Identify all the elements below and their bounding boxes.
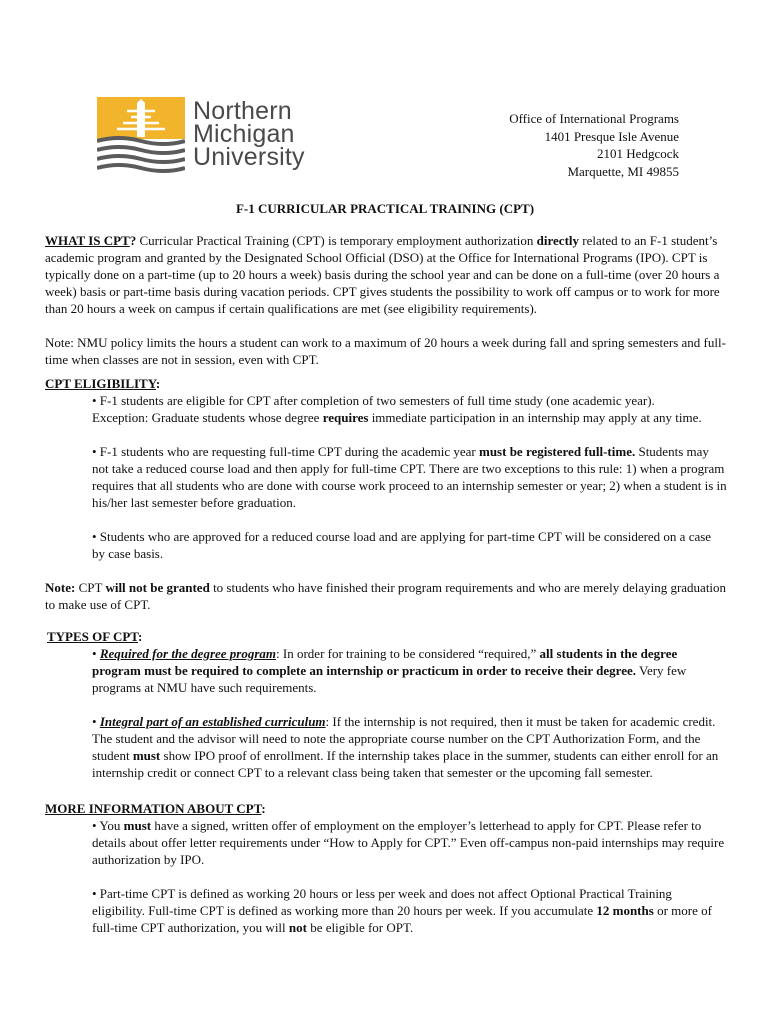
- what-is-cpt-text-2: related to an F-1 student’s academic program and granted by the Designated School Official (DSO) at the Office for International Programs (IPO). CPT is typically done on a part-time (up to 20 hours a week) basis during the school year and can be done on a full-time (over 20 hours a week) basis or part-time basis during vacation periods. CPT gives students the possibility to work off campus or to work for more than 20 hours a week on campus if certain qualifications are met (see eligibility requirements).: [45, 233, 720, 316]
- exception-text-1: Exception: Graduate students whose degree: [92, 410, 323, 425]
- item2-text-2: Students may not take a reduced course load and then apply for full-time CPT. There are two exceptions to this rule: 1) when a program requires that all students who are done with course work proceed to an internship semester or year; 2) when a student is in his/her last semester before graduation.: [92, 444, 727, 510]
- types-item-1-label: Required for the degree program: [99, 646, 277, 661]
- more-info-heading: MORE INFORMATION ABOUT CPT: [45, 801, 262, 816]
- logo-line-2: Michigan: [193, 120, 295, 148]
- more-item-1-bold: must: [123, 818, 152, 833]
- more-item-2-bold-2: not: [288, 920, 307, 935]
- note-bold: will not be granted: [105, 580, 210, 595]
- eligibility-item-3: • Students who are approved for a reduced course load and are applying for part-time CPT will be considered on a case by case basis.: [92, 529, 712, 561]
- what-is-cpt-q: ?: [129, 233, 137, 248]
- eligibility-item-1: • F-1 students are eligible for CPT after completion of two semesters of full time study (one academic year).: [92, 393, 655, 408]
- types-item-1-bold: all students in the degree program must be required to complete an internship or practicum in order to receive their degree.: [92, 646, 678, 678]
- eligibility-colon: :: [155, 376, 161, 391]
- types-item-1-text-1: : In order for training to be considered “required,”: [276, 646, 540, 661]
- note-label: Note:: [45, 580, 76, 595]
- address-line-3: 2101 Hedgcock: [597, 146, 679, 161]
- what-is-cpt-bold: directly: [536, 233, 580, 248]
- types-item-1-bullet: •: [92, 646, 100, 661]
- types-heading: TYPES OF CPT: [47, 629, 139, 644]
- item2-bold: must be registered full-time.: [479, 444, 636, 459]
- note-text-1: CPT: [75, 580, 106, 595]
- types-item-2-text-2: show IPO proof of enrollment. If the internship takes place in the summer, students can either enroll for an internship credit or connect CPT to a relevant class being taken that semester or the upcoming fall semester.: [92, 748, 719, 780]
- what-is-cpt-paragraph: [45, 232, 727, 317]
- exception-bold: requires: [322, 410, 369, 425]
- document-title: F-1 CURRICULAR PRACTICAL TRAINING (CPT): [235, 201, 535, 216]
- more-item-2-text-2: or more of full-time CPT authorization, you will: [92, 903, 712, 935]
- more-item-1-text-2: have a signed, written offer of employment on the employer’s letterhead to apply for CPT. Please refer to details about offer letter requirements under “How to Apply for CPT.” Even off-campus non-paid internships may require authorization by IPO.: [92, 818, 725, 867]
- lighthouse-logo-icon: [97, 97, 185, 177]
- types-item-2-bullet: •: [92, 714, 100, 729]
- address-line-1: Office of International Programs: [509, 111, 679, 126]
- types-item-1-text-2: Very few programs at NMU have such requirements.: [92, 663, 687, 695]
- note-hours-paragraph: Note: NMU policy limits the hours a student can work to a maximum of 20 hours a week during fall and spring semesters and full-time when classes are not in session, even with CPT.: [45, 335, 726, 367]
- exception-text-2: immediate participation in an internship may apply at any time.: [368, 410, 702, 425]
- what-is-cpt-text-1: Curricular Practical Training (CPT) is temporary employment authorization: [136, 233, 537, 248]
- more-item-2: [92, 885, 727, 936]
- eligibility-item-1-exception: [92, 409, 727, 426]
- more-item-1-text-1: • You: [92, 818, 124, 833]
- address-line-2: 1401 Presque Isle Avenue: [544, 128, 679, 144]
- what-is-cpt-heading: WHAT IS CPT: [45, 233, 130, 248]
- more-info-colon: :: [261, 801, 266, 816]
- item2-text-1: • F-1 students who are requesting full-time CPT during the academic year: [92, 444, 479, 459]
- types-item-2-text-1: : If the internship is not required, then it must be taken for academic credit. The student and the advisor will need to note the appropriate course number on the CPT Authorization Form, and the student: [92, 714, 716, 763]
- eligibility-item-2: [92, 443, 727, 511]
- types-section: [47, 628, 727, 781]
- note-text-2: to students who have finished their program requirements and who are merely delaying graduation to make use of CPT.: [45, 580, 727, 612]
- eligibility-section: [45, 375, 727, 613]
- office-address: [509, 110, 679, 180]
- more-item-2-text-1: • Part-time CPT is defined as working 20 hours or less per week and does not affect Optional Practical Training eligibility. Full-time CPT is defined as working more than 20 hours per week. If you accumulate: [92, 886, 672, 918]
- more-item-2-bold: 12 months: [596, 903, 654, 918]
- more-info-section: [45, 800, 727, 936]
- types-item-2: [92, 713, 727, 781]
- more-item-1: [92, 817, 727, 868]
- note-not-granted: [45, 579, 727, 613]
- university-name: [193, 97, 305, 171]
- types-colon: :: [138, 629, 143, 644]
- more-item-2-text-3: be eligible for OPT.: [306, 920, 414, 935]
- nmu-logo: [97, 97, 322, 177]
- types-item-2-label: Integral part of an established curriculum: [99, 714, 326, 729]
- address-line-4: Marquette, MI 49855: [567, 163, 679, 179]
- types-item-2-bold: must: [132, 748, 161, 763]
- eligibility-heading: CPT ELIGIBILITY: [45, 376, 156, 391]
- logo-line-1: Northern: [193, 97, 292, 125]
- types-item-1: [92, 645, 727, 696]
- what-is-cpt-section: [45, 232, 727, 368]
- logo-line-3: University: [193, 143, 305, 171]
